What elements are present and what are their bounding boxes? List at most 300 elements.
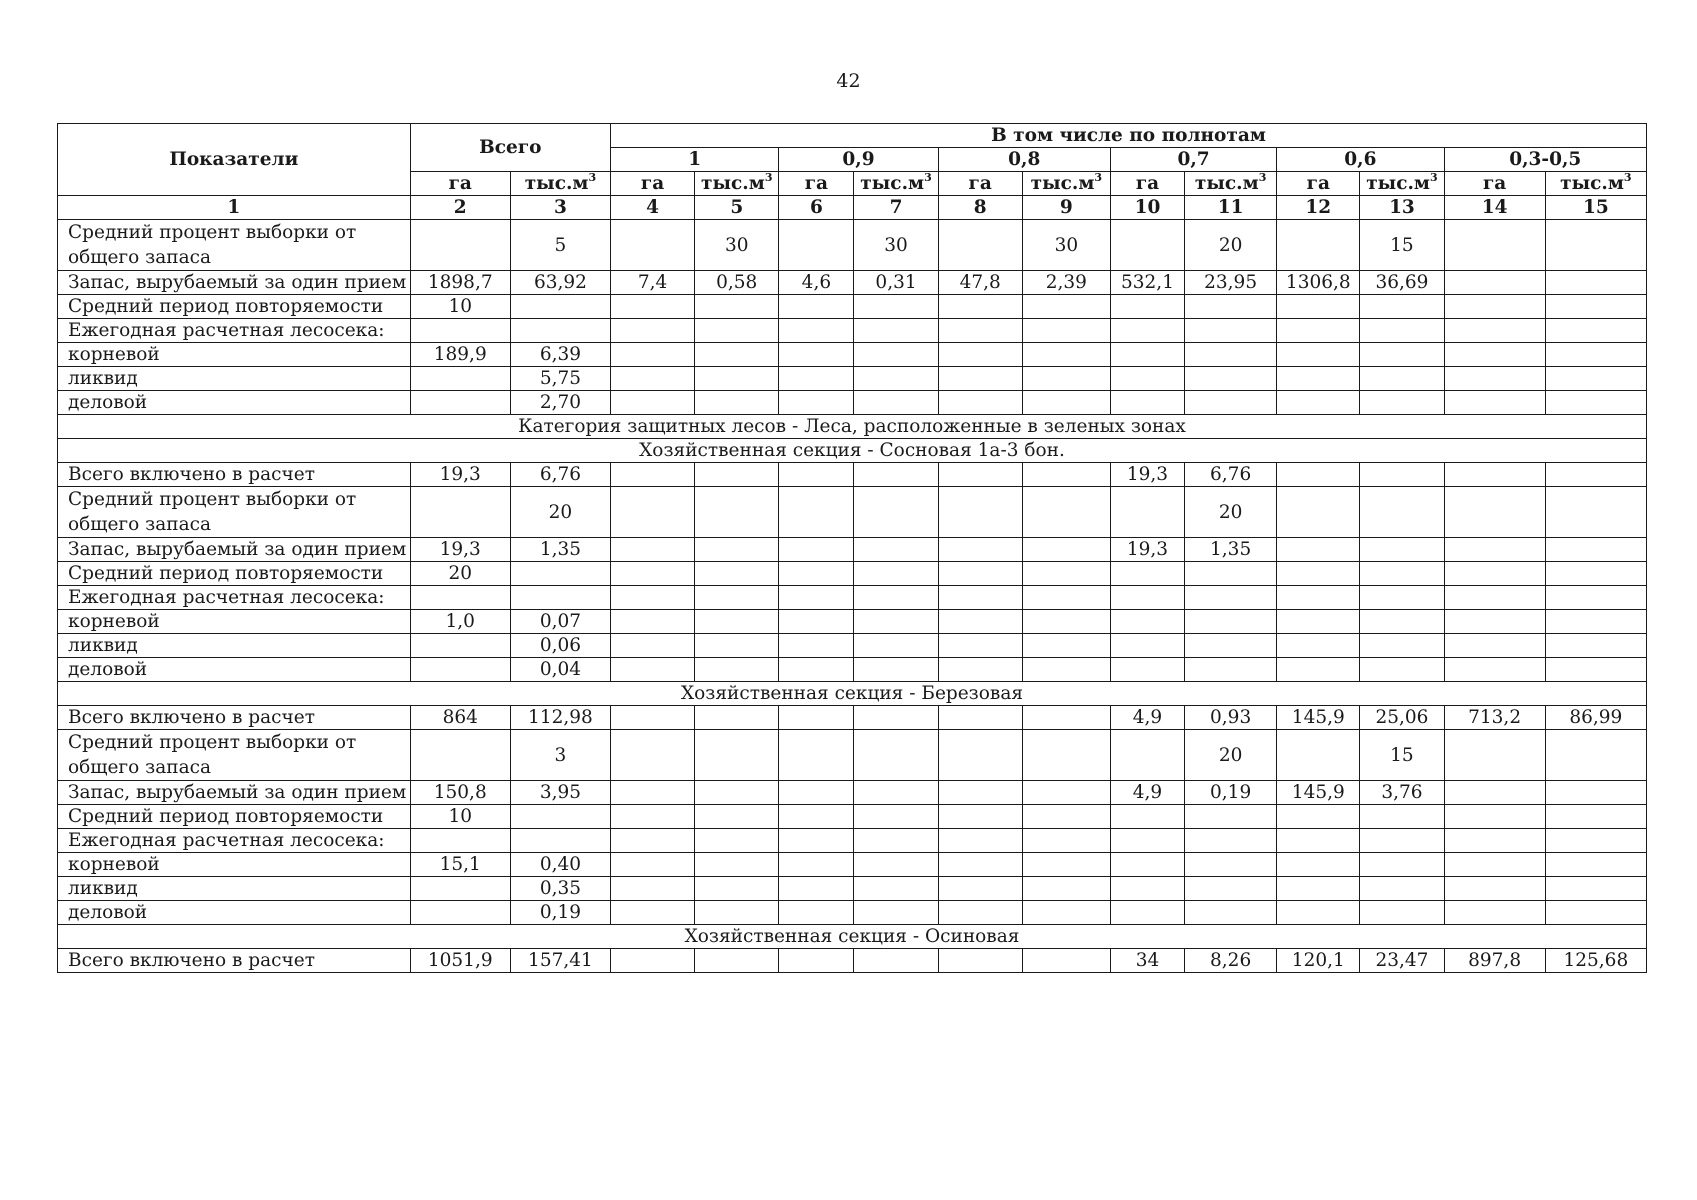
table-cell [938, 343, 1022, 367]
table-cell [1022, 805, 1110, 829]
section-heading: Хозяйственная секция - Сосновая 1а-3 бон. [58, 439, 1647, 463]
table-cell: 30 [1022, 220, 1110, 271]
table-row [58, 877, 1647, 901]
unit-volume-base: тыс.м [524, 173, 589, 194]
table-cell [611, 295, 695, 319]
table-cell: 0,04 [510, 658, 610, 682]
section-heading-row [58, 439, 1647, 463]
table-cell [1545, 220, 1646, 271]
table-cell [1360, 658, 1444, 682]
table-cell [779, 877, 854, 901]
table-cell [1022, 901, 1110, 925]
table-cell [779, 586, 854, 610]
table-cell [854, 487, 938, 538]
table-cell [1360, 853, 1444, 877]
table-cell [1185, 562, 1277, 586]
table-cell [1022, 463, 1110, 487]
table-cell [1277, 805, 1360, 829]
section-heading: Категория защитных лесов - Леса, расположенные в зеленых зонах [58, 415, 1647, 439]
table-cell: 1,35 [510, 538, 610, 562]
table-cell [611, 730, 695, 781]
table-cell [1185, 901, 1277, 925]
table-cell [510, 295, 610, 319]
column-number-cell: 7 [854, 196, 938, 220]
column-number-cell: 8 [938, 196, 1022, 220]
table-cell [1360, 805, 1444, 829]
header-unit-volume [510, 172, 610, 196]
table-cell [1110, 343, 1184, 367]
table-cell [611, 538, 695, 562]
table-cell: 19,3 [410, 538, 510, 562]
table-cell [1444, 538, 1545, 562]
table-cell [1110, 487, 1184, 538]
table-cell [611, 901, 695, 925]
row-label: деловой [58, 658, 411, 682]
table-cell [938, 829, 1022, 853]
table-cell [779, 706, 854, 730]
table-cell [1277, 391, 1360, 415]
table-cell [1444, 319, 1545, 343]
table-cell [1110, 829, 1184, 853]
table-cell [854, 877, 938, 901]
table-cell [695, 781, 779, 805]
table-cell: 0,19 [1185, 781, 1277, 805]
table-cell: 713,2 [1444, 706, 1545, 730]
table-cell: 23,47 [1360, 949, 1444, 973]
table-cell [695, 367, 779, 391]
table-cell [1110, 853, 1184, 877]
table-cell [1277, 877, 1360, 901]
column-number-cell: 10 [1110, 196, 1184, 220]
table-row [58, 295, 1647, 319]
table-row [58, 562, 1647, 586]
table-cell [779, 463, 854, 487]
table-cell [410, 730, 510, 781]
table-cell [410, 586, 510, 610]
table-cell [1022, 538, 1110, 562]
unit-volume-power: 3 [1623, 171, 1632, 184]
table-cell [1444, 367, 1545, 391]
table-cell [779, 220, 854, 271]
table-cell [1444, 586, 1545, 610]
table-cell: 20 [410, 562, 510, 586]
table-cell: 864 [410, 706, 510, 730]
header-density-1: 0,9 [779, 148, 938, 172]
table-cell [1185, 391, 1277, 415]
table-cell [1277, 343, 1360, 367]
column-number-cell: 1 [58, 196, 411, 220]
table-cell: 19,3 [1110, 463, 1184, 487]
table-cell [510, 829, 610, 853]
table-cell: 47,8 [938, 271, 1022, 295]
table-cell [1360, 343, 1444, 367]
table-cell [854, 901, 938, 925]
table-cell [1110, 367, 1184, 391]
table-cell [779, 367, 854, 391]
header-row-1 [58, 124, 1647, 148]
header-unit-area: га [410, 172, 510, 196]
row-label: Ежегодная расчетная лесосека: [58, 586, 411, 610]
table-cell [854, 538, 938, 562]
header-unit-volume [1022, 172, 1110, 196]
unit-volume-power: 3 [924, 171, 932, 184]
header-total: Всего [410, 124, 610, 172]
table-cell [611, 487, 695, 538]
table-row [58, 391, 1647, 415]
table-cell [1444, 829, 1545, 853]
table-cell [1022, 658, 1110, 682]
table-cell [854, 634, 938, 658]
table-cell [1022, 853, 1110, 877]
table-cell [1185, 877, 1277, 901]
table-cell [854, 367, 938, 391]
table-cell: 0,06 [510, 634, 610, 658]
table-cell [695, 706, 779, 730]
table-cell [854, 949, 938, 973]
table-cell [611, 877, 695, 901]
table-row [58, 781, 1647, 805]
table-cell [611, 367, 695, 391]
row-label: ликвид [58, 367, 411, 391]
table-cell [695, 634, 779, 658]
table-cell [695, 658, 779, 682]
row-label: корневой [58, 853, 411, 877]
table-row [58, 487, 1647, 538]
unit-volume-base: тыс.м [860, 173, 925, 194]
table-cell [1277, 634, 1360, 658]
section-heading-row [58, 682, 1647, 706]
table-cell [1185, 343, 1277, 367]
table-cell [938, 562, 1022, 586]
table-cell [695, 295, 779, 319]
table-cell [854, 343, 938, 367]
table-cell [1022, 730, 1110, 781]
column-number-cell: 9 [1022, 196, 1110, 220]
table-cell [695, 805, 779, 829]
table-cell [938, 634, 1022, 658]
table-cell [695, 319, 779, 343]
table-cell: 0,19 [510, 901, 610, 925]
table-cell [1022, 634, 1110, 658]
row-label: Средний период повторяемости [58, 805, 411, 829]
table-cell [1277, 367, 1360, 391]
table-cell [779, 829, 854, 853]
table-cell [854, 805, 938, 829]
column-number-cell: 5 [695, 196, 779, 220]
table-cell [410, 487, 510, 538]
row-label: Средний процент выборки от общего запаса [58, 220, 411, 271]
table-cell [695, 343, 779, 367]
table-cell [1444, 658, 1545, 682]
table-cell [1360, 487, 1444, 538]
table-cell [1110, 562, 1184, 586]
table-cell: 157,41 [510, 949, 610, 973]
page-number: 42 [836, 70, 861, 92]
table-cell [1185, 658, 1277, 682]
table-cell: 10 [410, 295, 510, 319]
table-cell [1185, 295, 1277, 319]
forest-harvest-table [57, 123, 1647, 973]
table-cell [1360, 586, 1444, 610]
table-cell: 30 [695, 220, 779, 271]
table-cell [1277, 562, 1360, 586]
row-label: корневой [58, 610, 411, 634]
table-row [58, 271, 1647, 295]
table-cell [938, 805, 1022, 829]
table-cell [1444, 295, 1545, 319]
table-cell [695, 538, 779, 562]
table-row [58, 610, 1647, 634]
table-cell [1545, 463, 1646, 487]
table-cell [854, 562, 938, 586]
column-number-cell: 2 [410, 196, 510, 220]
header-density-5: 0,3-0,5 [1444, 148, 1646, 172]
table-cell [1277, 463, 1360, 487]
table-row [58, 220, 1647, 271]
header-unit-area: га [938, 172, 1022, 196]
table-cell [854, 610, 938, 634]
table-cell [779, 658, 854, 682]
row-label: Запас, вырубаемый за один прием [58, 271, 411, 295]
table-cell [410, 877, 510, 901]
table-cell [1545, 829, 1646, 853]
table-cell: 15 [1360, 730, 1444, 781]
table-cell: 6,76 [510, 463, 610, 487]
table-cell [1185, 805, 1277, 829]
table-cell [510, 562, 610, 586]
table-cell [938, 877, 1022, 901]
table-cell: 1306,8 [1277, 271, 1360, 295]
table-row [58, 805, 1647, 829]
table-cell [1444, 463, 1545, 487]
table-cell [1444, 220, 1545, 271]
table-cell: 34 [1110, 949, 1184, 973]
table-cell [611, 658, 695, 682]
row-label: деловой [58, 391, 411, 415]
table-cell [695, 610, 779, 634]
table-cell [1185, 634, 1277, 658]
table-cell [938, 220, 1022, 271]
table-cell [1545, 367, 1646, 391]
table-cell [1360, 538, 1444, 562]
row-label: ликвид [58, 877, 411, 901]
table-cell: 20 [1185, 730, 1277, 781]
table-cell [611, 610, 695, 634]
table-cell: 0,07 [510, 610, 610, 634]
table-cell [779, 901, 854, 925]
table-cell [611, 586, 695, 610]
table-cell [611, 319, 695, 343]
table-cell [854, 706, 938, 730]
table-cell [1185, 586, 1277, 610]
table-cell [611, 343, 695, 367]
table-cell [410, 367, 510, 391]
table-cell [410, 658, 510, 682]
section-heading: Хозяйственная секция - Осиновая [58, 925, 1647, 949]
table-cell [1545, 271, 1646, 295]
table-row [58, 634, 1647, 658]
row-label: Ежегодная расчетная лесосека: [58, 319, 411, 343]
table-cell [1277, 901, 1360, 925]
table-cell: 1898,7 [410, 271, 510, 295]
table-cell [1022, 295, 1110, 319]
table-cell: 3,95 [510, 781, 610, 805]
header-unit-volume [1545, 172, 1646, 196]
table-cell: 5 [510, 220, 610, 271]
table-cell: 23,95 [1185, 271, 1277, 295]
table-cell [779, 805, 854, 829]
column-number-cell: 12 [1277, 196, 1360, 220]
table-cell [1444, 610, 1545, 634]
table-cell [611, 562, 695, 586]
table-cell [1110, 634, 1184, 658]
header-unit-area: га [1277, 172, 1360, 196]
table-cell [1545, 730, 1646, 781]
column-number-cell: 14 [1444, 196, 1545, 220]
table-cell [1545, 610, 1646, 634]
table-row [58, 829, 1647, 853]
table-cell [1185, 829, 1277, 853]
header-unit-volume [695, 172, 779, 196]
table-cell: 36,69 [1360, 271, 1444, 295]
table-cell [1360, 319, 1444, 343]
column-number-cell: 11 [1185, 196, 1277, 220]
table-cell [1110, 877, 1184, 901]
table-cell [1022, 586, 1110, 610]
table-cell [938, 391, 1022, 415]
row-label: корневой [58, 343, 411, 367]
table-cell [779, 487, 854, 538]
table-cell [1444, 343, 1545, 367]
table-cell: 112,98 [510, 706, 610, 730]
table-cell: 125,68 [1545, 949, 1646, 973]
table-cell [1277, 220, 1360, 271]
table-cell [695, 730, 779, 781]
table-cell: 86,99 [1545, 706, 1646, 730]
table-cell: 30 [854, 220, 938, 271]
table-cell [611, 391, 695, 415]
table-cell [611, 463, 695, 487]
table-cell [1277, 538, 1360, 562]
table-cell [854, 781, 938, 805]
table-cell: 19,3 [1110, 538, 1184, 562]
table-cell [1444, 271, 1545, 295]
unit-volume-base: тыс.м [1560, 173, 1624, 194]
table-cell [938, 295, 1022, 319]
unit-volume-power: 3 [588, 171, 597, 184]
table-cell [1185, 319, 1277, 343]
table-cell [1110, 220, 1184, 271]
table-cell [1360, 463, 1444, 487]
header-column-number-row [58, 196, 1647, 220]
table-cell: 6,39 [510, 343, 610, 367]
table-cell: 0,58 [695, 271, 779, 295]
table-cell [695, 853, 779, 877]
table-cell [1545, 586, 1646, 610]
table-cell: 5,75 [510, 367, 610, 391]
header-unit-volume [1185, 172, 1277, 196]
table-cell [1545, 658, 1646, 682]
table-cell [611, 853, 695, 877]
table-cell [1444, 634, 1545, 658]
table-cell [1022, 391, 1110, 415]
table-cell [1110, 391, 1184, 415]
table-cell [1110, 658, 1184, 682]
table-cell [695, 391, 779, 415]
table-cell: 20 [1185, 220, 1277, 271]
table-cell [1545, 391, 1646, 415]
table-row [58, 538, 1647, 562]
table-cell [938, 949, 1022, 973]
table-cell [1444, 853, 1545, 877]
table-cell [779, 343, 854, 367]
table-cell [1360, 391, 1444, 415]
table-cell: 189,9 [410, 343, 510, 367]
table-cell [1360, 901, 1444, 925]
table-cell [1277, 853, 1360, 877]
table-cell [1110, 319, 1184, 343]
table-cell: 10 [410, 805, 510, 829]
table-cell [854, 853, 938, 877]
table-cell: 120,1 [1277, 949, 1360, 973]
table-cell [1444, 877, 1545, 901]
table-cell [938, 658, 1022, 682]
table-cell [1545, 295, 1646, 319]
column-number-cell: 13 [1360, 196, 1444, 220]
table-cell [854, 295, 938, 319]
table-cell [1360, 367, 1444, 391]
table-cell: 3 [510, 730, 610, 781]
table-cell [938, 610, 1022, 634]
column-number-cell: 4 [611, 196, 695, 220]
unit-volume-base: тыс.м [1366, 173, 1430, 194]
table-cell [854, 658, 938, 682]
table-cell [1444, 487, 1545, 538]
header-unit-area: га [1444, 172, 1545, 196]
table-cell [1360, 562, 1444, 586]
table-cell: 0,40 [510, 853, 610, 877]
table-row [58, 706, 1647, 730]
unit-volume-base: тыс.м [701, 173, 765, 194]
table-cell [1545, 901, 1646, 925]
header-unit-volume [854, 172, 938, 196]
table-row [58, 319, 1647, 343]
column-number-cell: 3 [510, 196, 610, 220]
table-cell [1022, 877, 1110, 901]
table-cell [1185, 853, 1277, 877]
table-cell [1277, 586, 1360, 610]
table-cell [938, 586, 1022, 610]
unit-volume-base: тыс.м [1194, 173, 1259, 194]
table-cell: 3,76 [1360, 781, 1444, 805]
table-cell [1545, 319, 1646, 343]
table-cell [1110, 586, 1184, 610]
row-label: Всего включено в расчет [58, 706, 411, 730]
table-row [58, 658, 1647, 682]
table-cell [695, 487, 779, 538]
table-cell: 1051,9 [410, 949, 510, 973]
table-cell [779, 295, 854, 319]
table-cell [1360, 829, 1444, 853]
table-cell [695, 586, 779, 610]
header-unit-volume [1360, 172, 1444, 196]
table-cell [1277, 610, 1360, 634]
table-cell: 15,1 [410, 853, 510, 877]
table-cell [1545, 562, 1646, 586]
table-cell [1277, 295, 1360, 319]
table-cell [611, 634, 695, 658]
table-cell [695, 463, 779, 487]
